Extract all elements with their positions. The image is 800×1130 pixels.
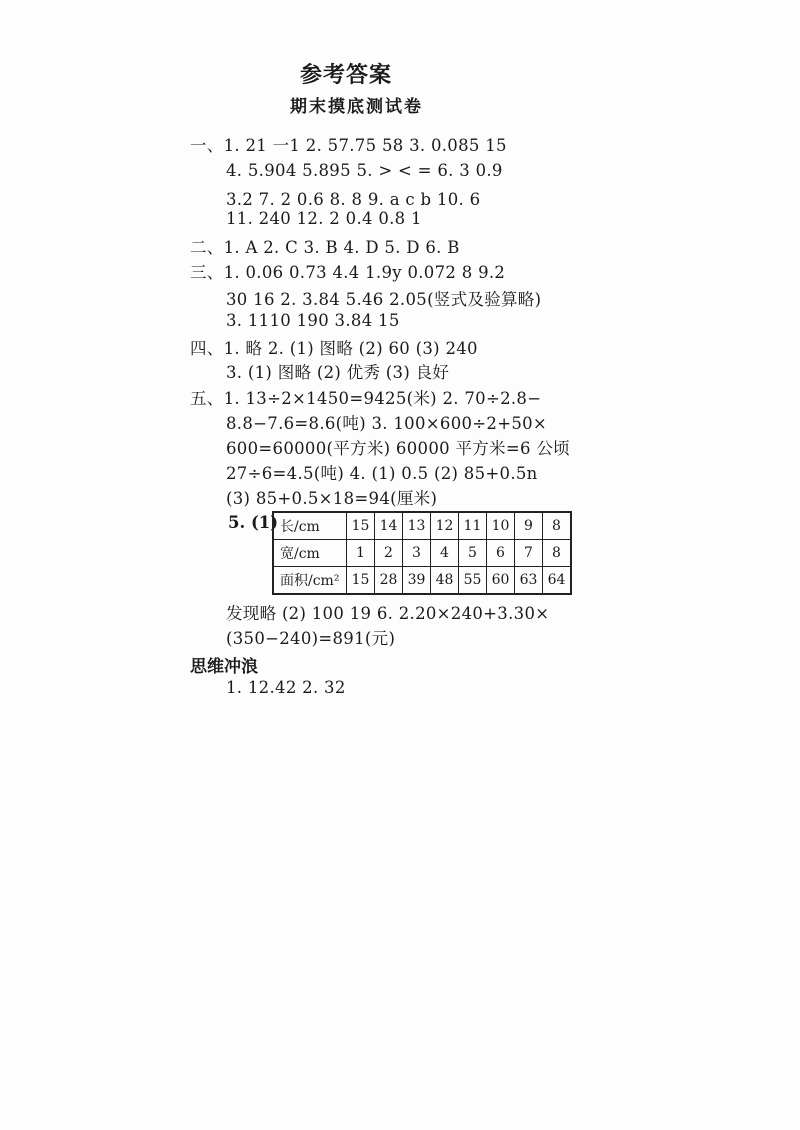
table-cell: 14 (375, 512, 403, 540)
dimensions-table (272, 511, 572, 595)
table-cell: 12 (431, 512, 459, 540)
table-cell: 60 (487, 567, 515, 595)
thinking-heading: 思维冲浪 (190, 657, 258, 677)
table-cell: 63 (515, 567, 543, 595)
row-label: 面积/cm² (273, 567, 347, 595)
page-subtitle: 期末摸底测试卷 (290, 97, 423, 117)
table-cell: 13 (403, 512, 431, 540)
table-cell: 39 (403, 567, 431, 595)
answer-line: 一、1. 21 一1 2. 57.75 58 3. 0.085 15 (190, 136, 507, 155)
answer-line: 30 16 2. 3.84 5.46 2.05(竖式及验算略) (226, 290, 542, 309)
table-cell: 15 (347, 512, 375, 540)
table-cell: 1 (347, 540, 375, 567)
answer-line: 11. 240 12. 2 0.4 0.8 1 (226, 209, 422, 228)
table-cell: 8 (543, 540, 572, 567)
answer-line: 8.8−7.6=8.6(吨) 3. 100×600÷2+50× (226, 414, 548, 433)
table-cell: 11 (459, 512, 487, 540)
answer-line: (3) 85+0.5×18=94(厘米) (226, 489, 438, 508)
answer-line: 27÷6=4.5(吨) 4. (1) 0.5 (2) 85+0.5n (226, 464, 538, 483)
table-cell: 48 (431, 567, 459, 595)
answer-line: 3. 1110 190 3.84 15 (226, 311, 400, 330)
table-cell: 2 (375, 540, 403, 567)
table-cell: 64 (543, 567, 572, 595)
table-cell: 4 (431, 540, 459, 567)
row-label: 宽/cm (273, 540, 347, 567)
table-cell: 6 (487, 540, 515, 567)
answer-line: (350−240)=891(元) (226, 629, 396, 648)
row-label: 长/cm (273, 512, 347, 540)
table-cell: 5 (459, 540, 487, 567)
table-prefix: 5. (1) (228, 513, 279, 532)
table-cell: 7 (515, 540, 543, 567)
table-cell: 15 (347, 567, 375, 595)
table-row (273, 540, 571, 567)
answer-line: 4. 5.904 5.895 5. > < = 6. 3 0.9 (226, 161, 503, 180)
answer-line: 3. (1) 图略 (2) 优秀 (3) 良好 (226, 363, 450, 382)
answer-line: 二、1. A 2. C 3. B 4. D 5. D 6. B (190, 238, 460, 257)
answer-line: 三、1. 0.06 0.73 4.4 1.9y 0.072 8 9.2 (190, 263, 506, 282)
table-row (273, 567, 571, 595)
answer-line: 四、1. 略 2. (1) 图略 (2) 60 (3) 240 (190, 339, 478, 358)
answer-line: 发现略 (2) 100 19 6. 2.20×240+3.30× (226, 604, 550, 623)
answer-line: 600=60000(平方米) 60000 平方米=6 公顷 (226, 439, 570, 458)
table-row (273, 512, 571, 540)
answer-line: 五、1. 13÷2×1450=9425(米) 2. 70÷2.8− (190, 389, 542, 408)
table-cell: 55 (459, 567, 487, 595)
table-cell: 8 (543, 512, 572, 540)
answer-line: 1. 12.42 2. 32 (226, 678, 346, 697)
table-cell: 28 (375, 567, 403, 595)
page-title: 参考答案 (300, 62, 393, 88)
table-cell: 9 (515, 512, 543, 540)
answer-line: 3.2 7. 2 0.6 8. 8 9. a c b 10. 6 (226, 190, 481, 209)
table-cell: 10 (487, 512, 515, 540)
table-cell: 3 (403, 540, 431, 567)
